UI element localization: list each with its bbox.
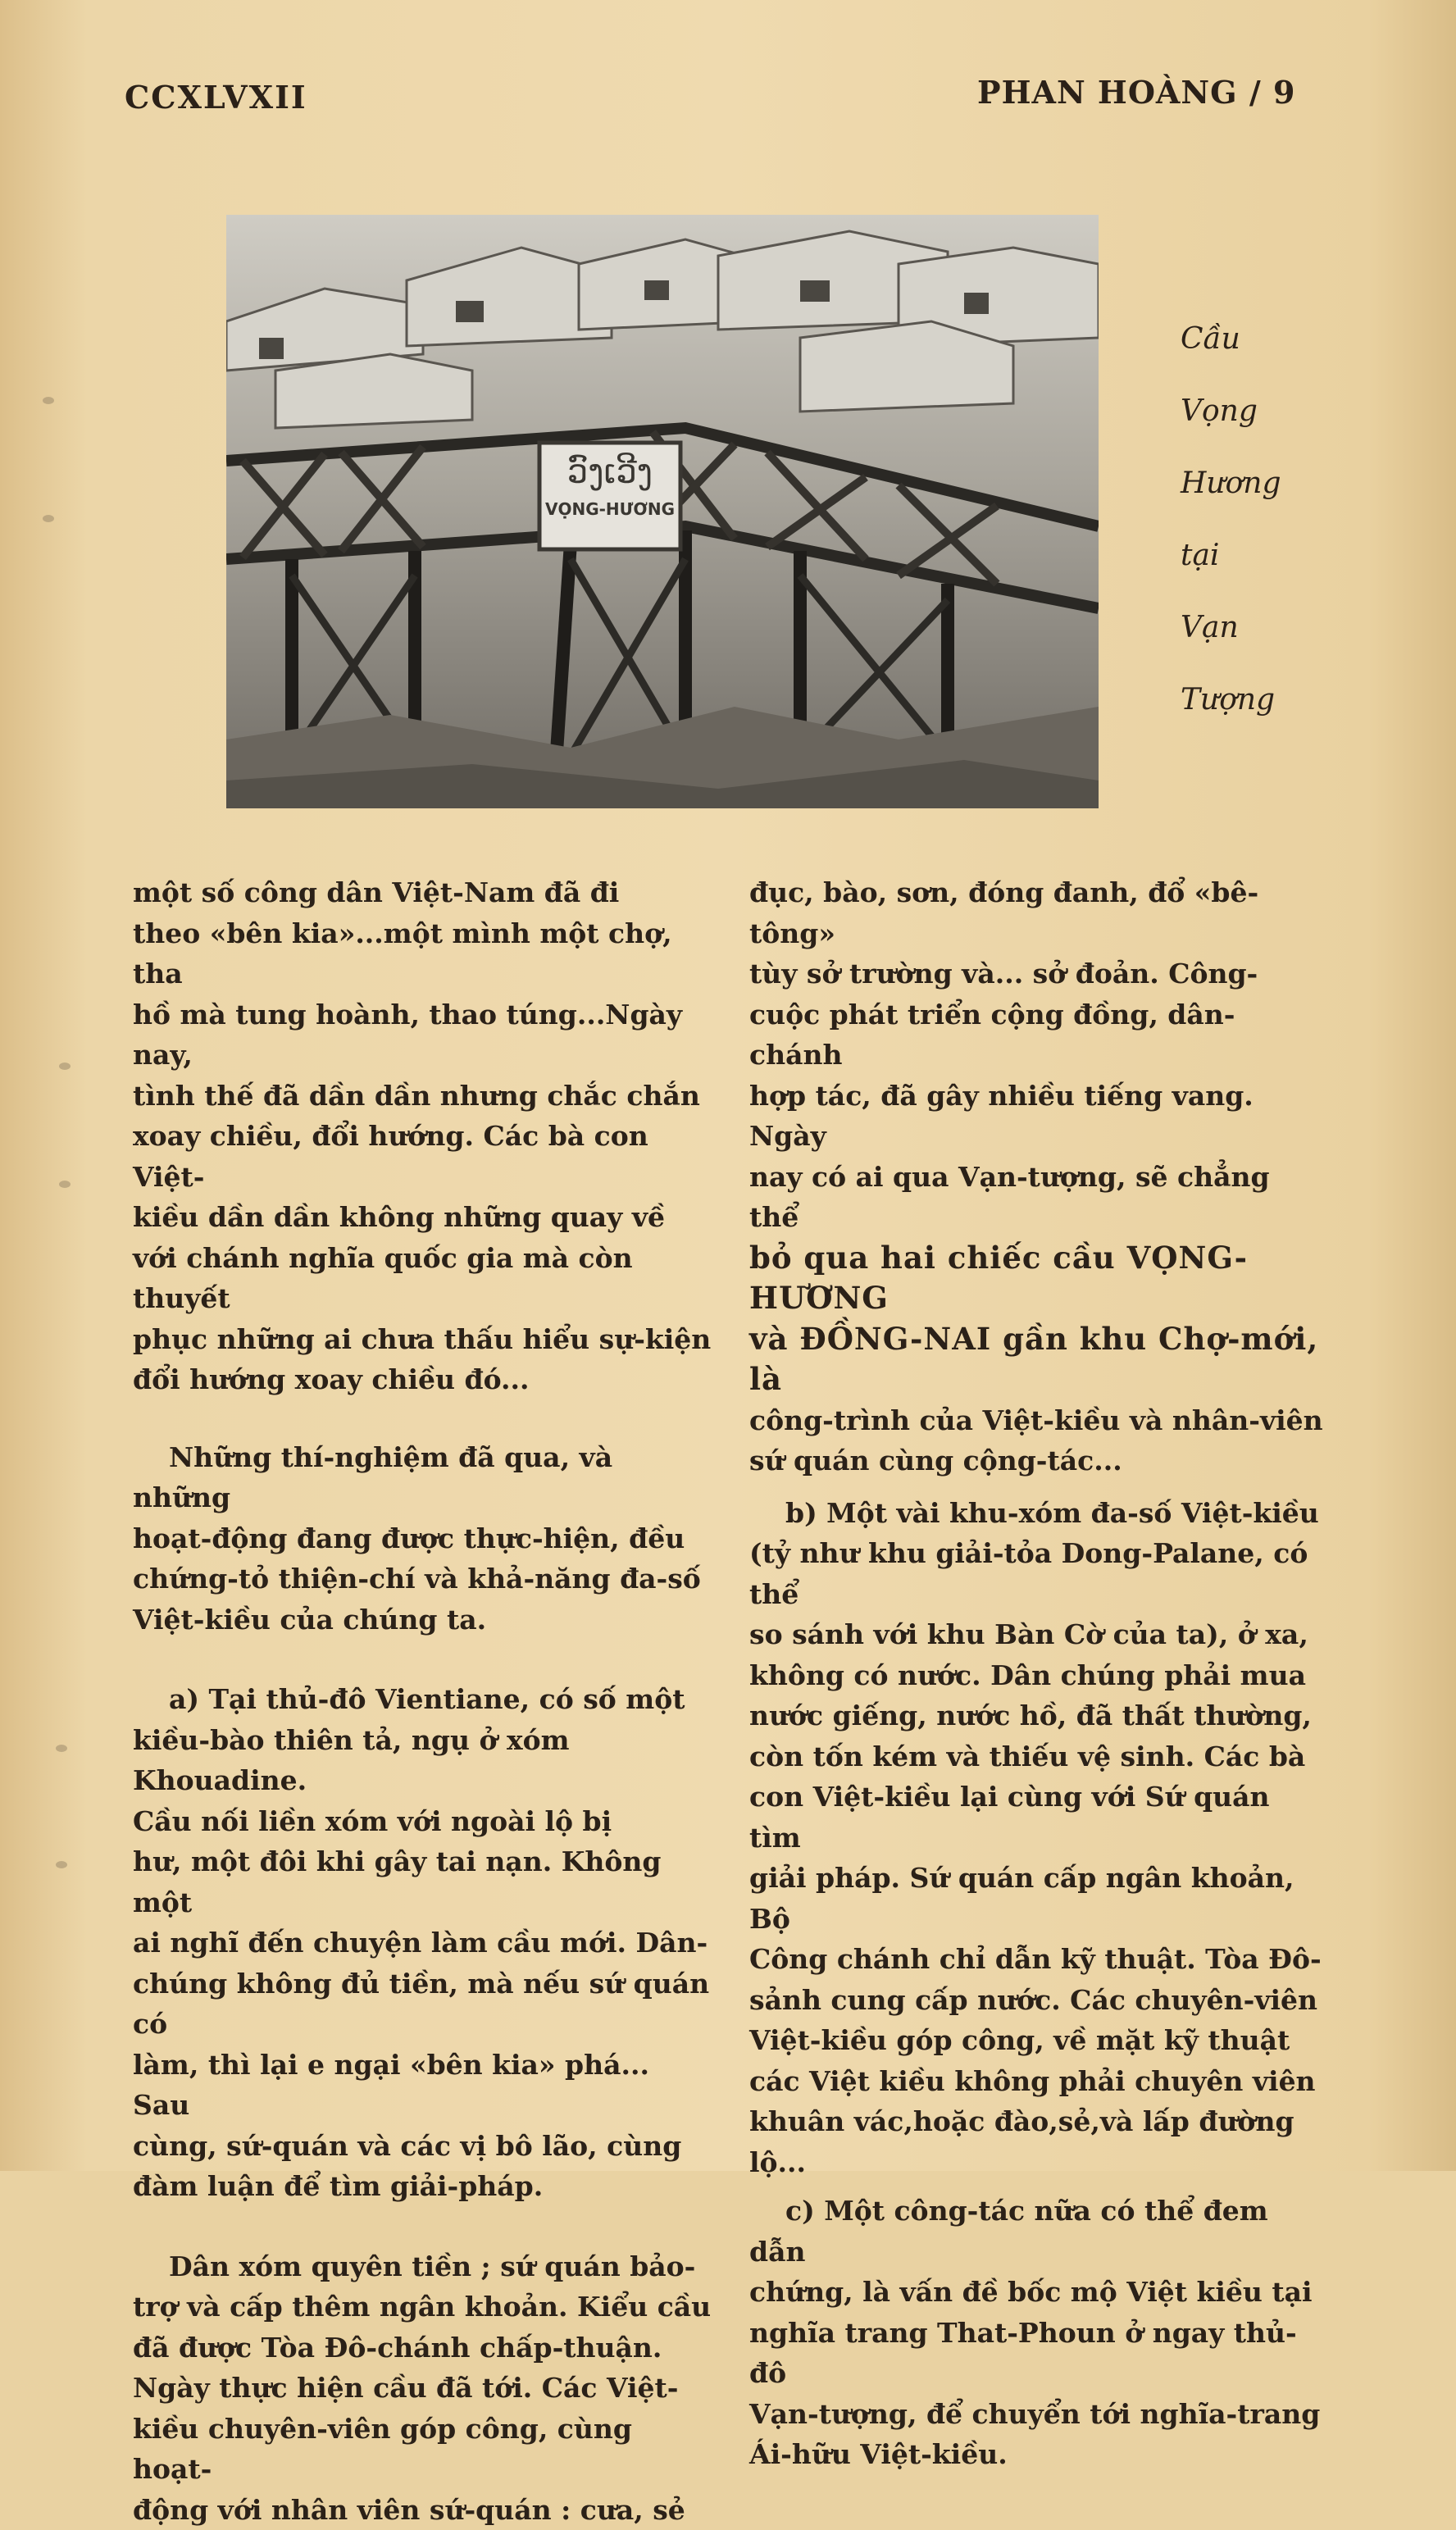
caption-line: Hương [1181,448,1345,520]
text-line: con Việt-kiều lại cùng với Sứ quán tìm [749,1777,1323,1858]
punch-hole [43,397,54,404]
text-line: Dân xóm quyên tiền ; sứ quán bảo- [133,2246,715,2287]
bridge-photo [226,215,1099,808]
punch-hole [43,515,54,522]
text-line: hồ mà tung hoành, thao túng...Ngày nay, [133,994,715,1076]
text-line: và ĐỒNG-NAI gần khu Chợ-mới, là [749,1319,1323,1400]
text-line: hoạt-động đang được thực-hiện, đều [133,1518,715,1559]
text-line: cùng, sứ-quán và các vị bô lão, cùng [133,2126,715,2167]
paragraph [133,1437,715,1640]
text-line: công-trình của Việt-kiều và nhân-viên [749,1400,1323,1441]
text-line: kiều-bào thiên tả, ngụ ở xóm Khouadine. [133,1720,715,1801]
text-line: xoay chiều, đổi hướng. Các bà con Việt- [133,1116,715,1197]
text-line: Vạn-tượng, để chuyển tới nghĩa-trang [749,2394,1323,2435]
bridge-sign-lao-text: ວົງເວີງ [539,449,680,495]
text-line: hợp tác, đã gây nhiều tiếng vang. Ngày [749,1076,1323,1157]
text-line: còn tốn kém và thiếu vệ sinh. Các bà [749,1736,1323,1777]
text-line: chứng-tỏ thiện-chí và khả-năng đa-số [133,1558,715,1599]
text-line: so sánh với khu Bàn Cờ của ta), ở xa, [749,1614,1323,1655]
text-line: với chánh nghĩa quốc gia mà còn thuyết [133,1238,715,1319]
paragraph [133,2246,715,2530]
text-line: đục, bào, sơn, đóng đanh, đổ «bê-tông» [749,872,1323,953]
text-line: Việt-kiều của chúng ta. [133,1599,715,1640]
text-line: a) Tại thủ-đô Vientiane, có số một [133,1679,715,1720]
text-line: ai nghĩ đến chuyện làm cầu mới. Dân- [133,1923,715,1963]
text-line: chứng, là vấn đề bốc mộ Việt kiều tại [749,2272,1323,2313]
photo-caption [1181,303,1345,736]
paragraph [749,872,1323,1481]
caption-line: tại [1181,520,1345,592]
text-line: làm, thì lại e ngại «bên kia» phá... Sau [133,2045,715,2126]
text-line: Ái-hữu Việt-kiều. [749,2434,1323,2475]
text-line: động với nhân viên sứ-quán : cưa, sẻ [133,2490,715,2530]
paragraph [133,1679,715,2207]
text-line: tình thế đã dần dần nhưng chắc chắn [133,1076,715,1117]
text-line: Cầu nối liền xóm với ngoài lộ bị [133,1801,715,1842]
text-line: kiều dần dần không những quay về [133,1197,715,1238]
text-line: các Việt kiều không phải chuyên viên [749,2061,1323,2102]
text-line: khuân vác,hoặc đào,sẻ,và lấp đường lộ... [749,2101,1323,2182]
right-column [749,872,1323,2475]
text-line: c) Một công-tác nữa có thể đem dẫn [749,2191,1323,2272]
paragraph [133,872,715,1400]
text-line: giải pháp. Sứ quán cấp ngân khoản, Bộ [749,1858,1323,1939]
punch-hole [59,1063,71,1070]
text-line: nay có ai qua Vạn-tượng, sẽ chẳng thể [749,1157,1323,1238]
paragraph [749,1493,1323,2183]
paragraph [749,2191,1323,2475]
text-line: tùy sở trường và... sở đoản. Công- [749,953,1323,994]
text-line: đã được Tòa Đô-chánh chấp-thuận. [133,2328,715,2368]
text-line: nghĩa trang That-Phoun ở ngay thủ-đô [749,2313,1323,2394]
text-line: đổi hướng xoay chiều đó... [133,1359,715,1400]
text-line: theo «bên kia»...một mình một chợ, tha [133,913,715,994]
text-line: chúng không đủ tiền, mà nếu sứ quán có [133,1963,715,2045]
page-header-author-page: PHAN HOÀNG / 9 [977,74,1295,111]
text-line: bỏ qua hai chiếc cầu VỌNG-HƯƠNG [749,1238,1323,1319]
caption-line: Vọng [1181,375,1345,448]
text-line: nước giếng, nước hồ, đã thất thường, [749,1695,1323,1736]
punch-hole [59,1181,71,1188]
text-line: đàm luận để tìm giải-pháp. [133,2166,715,2207]
text-line: Việt-kiều góp công, về mặt kỹ thuật [749,2020,1323,2061]
text-line: Công chánh chỉ dẫn kỹ thuật. Tòa Đô- [749,1939,1323,1980]
page-header-issue: CCXLVXII [125,79,307,116]
punch-hole [56,1745,67,1752]
text-line: sứ quán cùng cộng-tác... [749,1440,1323,1481]
bridge-sign-name: VỌNG-HƯƠNG [539,495,680,523]
text-line: b) Một vài khu-xóm đa-số Việt-kiều [749,1493,1323,1534]
left-column [133,872,715,2530]
text-line: trợ và cấp thêm ngân khoản. Kiểu cầu [133,2287,715,2328]
text-line: hư, một đôi khi gây tai nạn. Không một [133,1841,715,1923]
punch-hole [56,1861,67,1868]
text-line: (tỷ như khu giải-tỏa Dong-Palane, có thể [749,1533,1323,1614]
text-line: không có nước. Dân chúng phải mua [749,1655,1323,1696]
text-line: sảnh cung cấp nước. Các chuyên-viên [749,1980,1323,2021]
text-line: Ngày thực hiện cầu đã tới. Các Việt- [133,2368,715,2409]
text-line: kiều chuyên-viên góp công, cùng hoạt- [133,2409,715,2490]
text-line: Những thí-nghiệm đã qua, và những [133,1437,715,1518]
text-line: cuộc phát triển cộng đồng, dân-chánh [749,994,1323,1076]
caption-line: Vạn [1181,592,1345,664]
caption-line: Cầu [1181,303,1345,375]
text-line: phục những ai chưa thấu hiểu sự-kiện [133,1319,715,1360]
text-line: một số công dân Việt-Nam đã đi [133,872,715,913]
caption-line: Tượng [1181,664,1345,736]
